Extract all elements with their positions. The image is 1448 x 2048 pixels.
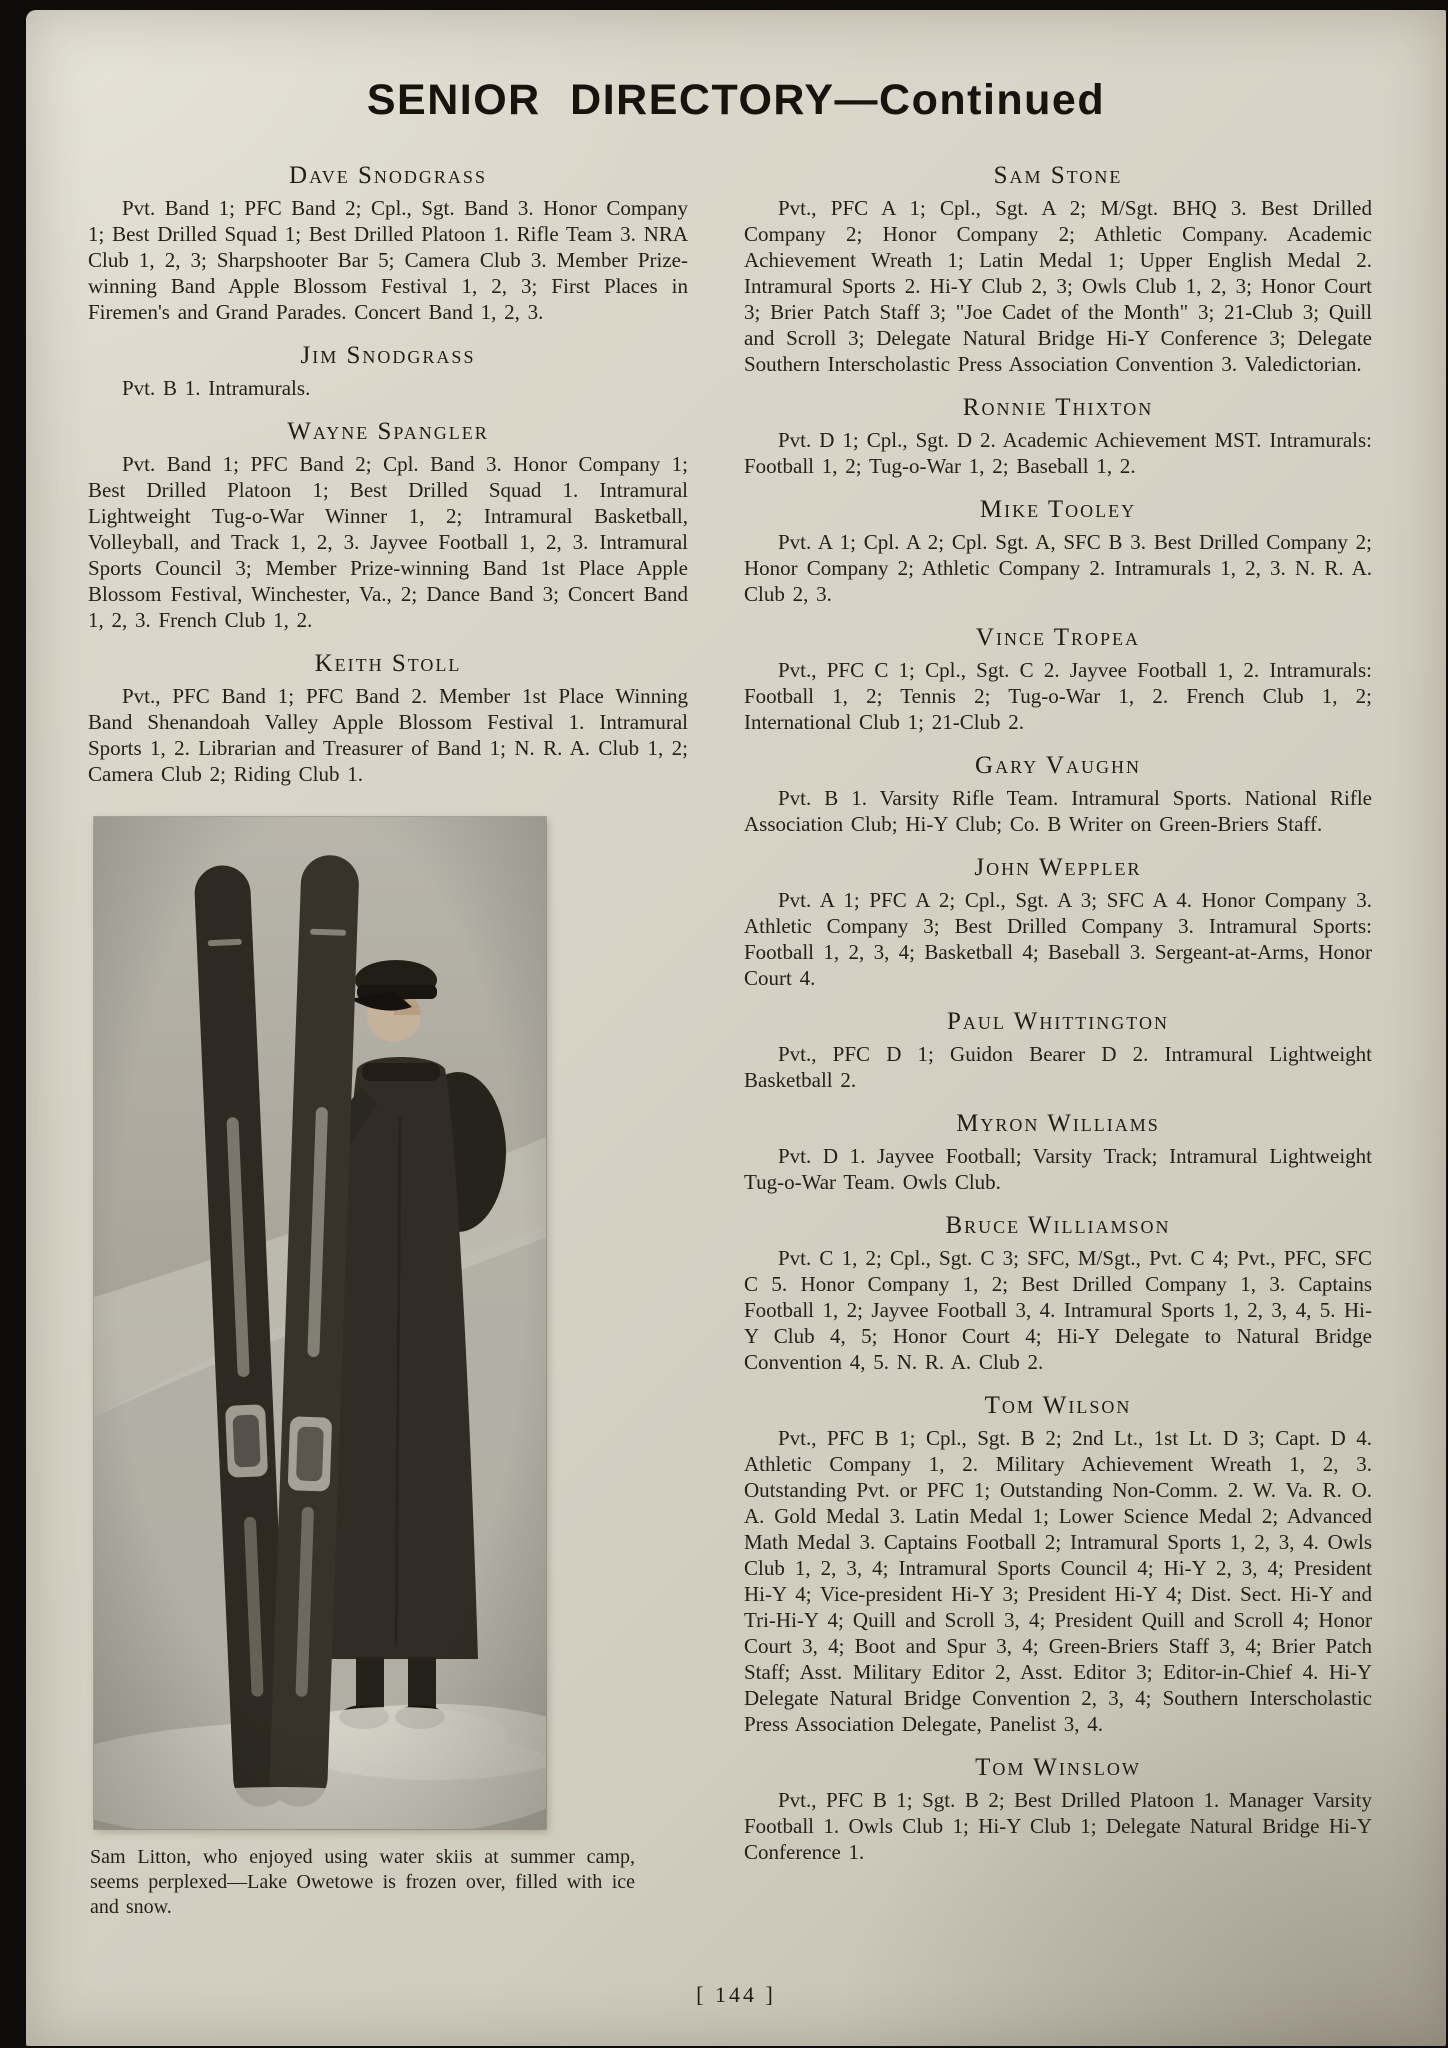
directory-entry — [744, 1008, 1372, 1093]
entry-activities: Pvt., PFC A 1; Cpl., Sgt. A 2; M/Sgt. BHQ 3. Best Drilled Company 2; Honor Company 2; Athletic Company. Academic Achievement Wreath 1; Latin Medal 1; Upper English Medal 2. Intramural Sports 2. Hi-Y Club 2, 3; Owls Club 1, 2, 3; Honor Court 3; Brier Patch Staff 3; "Joe Cadet of the Month" 3; 21-Club 3; Quill and Scroll 3; Delegate Natural Bridge Hi-Y Conference 3; Delegate Southern Interscholastic Press Association Convention 3. Valedictorian. — [744, 196, 1372, 376]
entry-activities: Pvt., PFC D 1; Guidon Bearer D 2. Intramural Lightweight Basketball 2. — [744, 1042, 1372, 1092]
entry-name: Tom Winslow — [975, 1754, 1141, 1781]
entry-name: Bruce Williamson — [945, 1212, 1171, 1239]
photo-caption: Sam Litton, who enjoyed using water skiis at summer camp, seems perplexed—Lake Owetowe is frozen over, filled with ice and snow. — [90, 1846, 635, 1918]
directory-entry — [744, 1212, 1372, 1375]
entry-activities: Pvt., PFC B 1; Cpl., Sgt. B 2; 2nd Lt., 1st Lt. D 3; Capt. D 4. Athletic Company 1, 2. Military Achievement Wreath 1, 2, 3. Outstanding Pvt. or PFC 1; Outstanding Non-Comm. 2. W. Va. R. O. A. Gold Medal 3. Latin Medal 1; Lower Science Medal 2; Advanced Math Medal 3. Captains Football 2; Intramural Sports 1, 2, 3, 4. Owls Club 1, 2, 3, 4; Intramural Sports Council 4; Hi-Y 2, 3, 4; President Hi-Y 4; Vice-president Hi-Y 3; President Hi-Y 4; Dist. Sect. Hi-Y and Tri-Hi-Y 4; Quill and Scroll 3, 4; President Quill and Scroll 4; Honor Court 3, 4; Boot and Spur 3, 4; Green-Briers Staff 3, 4; Brier Patch Staff; Asst. Military Editor 2, Asst. Editor 3; Editor-in-Chief 4. Hi-Y Delegate Natural Bridge Convention 2, 3, 4; Southern Interscholastic Press Association Delegate, Panelist 3, 4. — [744, 1426, 1372, 1736]
photo-vignette — [94, 817, 546, 1829]
entry-activities: Pvt. C 1, 2; Cpl., Sgt. C 3; SFC, M/Sgt., Pvt. C 4; Pvt., PFC, SFC C 5. Honor Company 1, 2; Best Drilled Company 1, 3. Captains Football 1, 2; Jayvee Football 3, 4. Intramural Sports 1, 2, 3, 4, 5. Hi-Y Club 4, 5; Honor Court 4; Hi-Y Delegate to Natural Bridge Convention 4, 5. N. R. A. Club 2. — [744, 1246, 1372, 1374]
yearbook-page — [26, 10, 1446, 2046]
entry-activities: Pvt., PFC B 1; Sgt. B 2; Best Drilled Platoon 1. Manager Varsity Football 1. Owls Club 1; Hi-Y Club 1; Delegate Natural Bridge Hi-Y Conference 1. — [744, 1788, 1372, 1864]
directory-entry — [744, 1754, 1372, 1865]
directory-entry — [88, 162, 688, 325]
directory-entry — [744, 162, 1372, 377]
page-title: SENIOR DIRECTORY—Continued — [366, 76, 1106, 124]
entry-name: Vince Tropea — [975, 624, 1141, 651]
entry-activities: Pvt. Band 1; PFC Band 2; Cpl. Band 3. Honor Company 1; Best Drilled Platoon 1; Best Drilled Squad 1. Intramural Lightweight Tug-o-War Winner 1, 2; Intramural Basketball, Volleyball, and Track 1, 2, 3. Jayvee Football 1, 2, 3. Intramural Sports Council 3; Member Prize-winning Band 1st Place Apple Blossom Festival, Winchester, Va., 2; Dance Band 3; Concert Band 1, 2, 3. French Club 1, 2. — [88, 452, 688, 632]
entry-name: Mike Tooley — [979, 496, 1137, 523]
entry-activities: Pvt., PFC C 1; Cpl., Sgt. C 2. Jayvee Football 1, 2. Intramurals: Football 1, 2; Tennis 2; Tug-o-War 1, 2. French Club 1, 2; International Club 1; 21-Club 2. — [744, 658, 1372, 734]
directory-entry — [88, 342, 688, 401]
entry-activities: Pvt., PFC Band 1; PFC Band 2. Member 1st Place Winning Band Shenandoah Valley Apple Blossom Festival 1. Intramural Sports 1, 2. Librarian and Treasurer of Band 1; N. R. A. Club 1, 2; Camera Club 2; Riding Club 1. — [88, 684, 688, 786]
directory-entry — [744, 752, 1372, 837]
entry-activities: Pvt. A 1; PFC A 2; Cpl., Sgt. A 3; SFC A 4. Honor Company 3. Athletic Company 3; Best Drilled Company 3. Intramural Sports: Football 1, 2, 3, 4; Basketball 4; Baseball 3. Sergeant-at-Arms, Honor Court 4. — [744, 888, 1372, 990]
entry-name: Sam Stone — [993, 162, 1123, 189]
directory-entry — [744, 854, 1372, 991]
photo-illustration — [94, 817, 546, 1829]
entry-name: Paul Whittington — [947, 1008, 1169, 1035]
directory-entry — [744, 1110, 1372, 1195]
entry-name: Tom Wilson — [984, 1392, 1132, 1419]
entry-name: Ronnie Thixton — [962, 394, 1154, 421]
directory-entry — [744, 496, 1372, 607]
entry-name: Myron Williams — [956, 1110, 1160, 1137]
photo-figure — [88, 817, 688, 1920]
entry-name: Dave Snodgrass — [289, 162, 487, 189]
entry-name: Wayne Spangler — [287, 418, 489, 445]
entry-name: Gary Vaughn — [975, 752, 1141, 779]
directory-entry — [88, 650, 688, 787]
entry-activities: Pvt. B 1. Intramurals. — [122, 376, 311, 400]
page-number: [ 144 ] — [696, 1982, 776, 2007]
directory-entry — [88, 418, 688, 633]
right-column-entries — [744, 162, 1372, 1865]
directory-entry — [744, 1392, 1372, 1737]
entry-activities: Pvt. B 1. Varsity Rifle Team. Intramural Sports. National Rifle Association Club; Hi-Y Club; Co. B Writer on Green-Briers Staff. — [744, 786, 1372, 836]
entry-activities: Pvt. Band 1; PFC Band 2; Cpl., Sgt. Band 3. Honor Company 1; Best Drilled Squad 1; Best Drilled Platoon 1. Rifle Team 3. NRA Club 1, 2, 3; Sharpshooter Bar 5; Camera Club 3. Member Prize-winning Band Apple Blossom Festival 1, 2, 3; First Places in Firemen's and Grand Parades. Concert Band 1, 2, 3. — [88, 196, 688, 324]
entry-activities: Pvt. A 1; Cpl. A 2; Cpl. Sgt. A, SFC B 3. Best Drilled Company 2; Honor Company 2; Athletic Company 2. Intramurals 1, 2, 3. N. R. A. Club 2, 3. — [744, 530, 1372, 606]
left-column — [88, 145, 688, 1920]
entry-name: John Weppler — [974, 854, 1142, 881]
directory-entry — [744, 394, 1372, 479]
entry-name: Jim Snodgrass — [300, 342, 476, 369]
directory-columns — [88, 145, 1446, 1920]
entry-activities: Pvt. D 1. Jayvee Football; Varsity Track; Intramural Lightweight Tug-o-War Team. Owls Club. — [744, 1144, 1372, 1194]
right-column — [744, 145, 1372, 1920]
directory-entry — [744, 624, 1372, 735]
entry-activities: Pvt. D 1; Cpl., Sgt. D 2. Academic Achievement MST. Intramurals: Football 1, 2; Tug-o-War 1, 2; Baseball 1, 2. — [744, 428, 1372, 478]
entry-name: Keith Stoll — [314, 650, 462, 677]
cadet-with-water-skis-photo — [94, 817, 546, 1829]
left-column-entries — [88, 162, 688, 787]
